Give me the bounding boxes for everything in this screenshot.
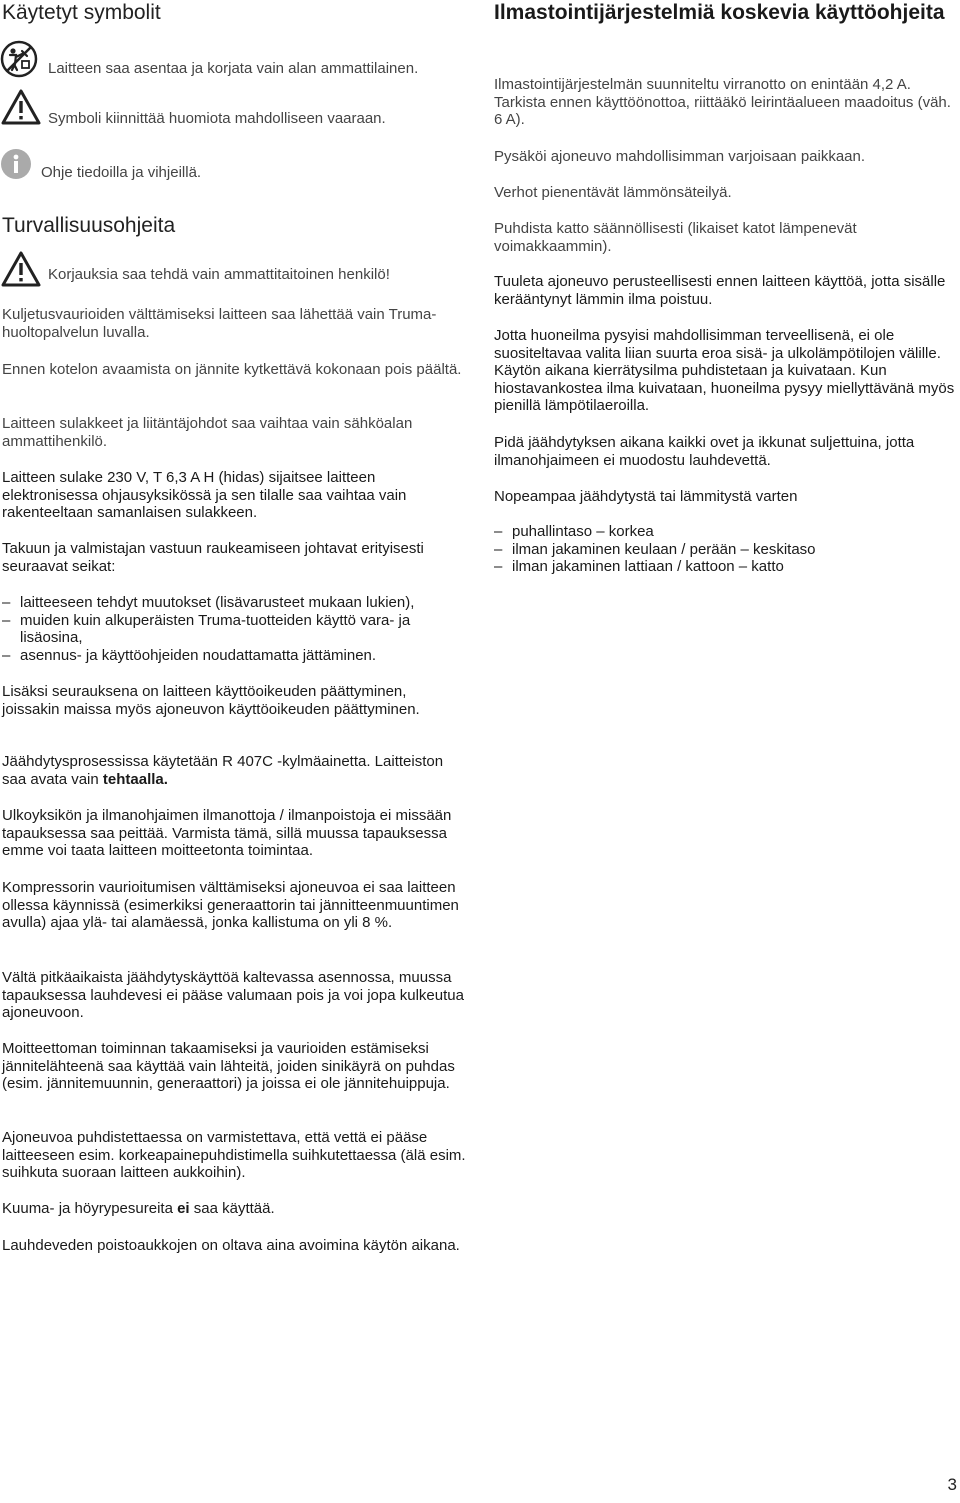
safety-warning-text: Korjauksia saa tehdä vain ammattitaitoinen henkilö! <box>48 266 390 283</box>
paragraph: Ajoneuvoa puhdistettaessa on varmistettava, että vettä ei pääse laitteeseen esim. korkeapainepuhdistimella suihkutettaessa (älä esim. suihkuta suoraan laitteen aukkoihin). <box>2 1129 466 1182</box>
paragraph: Ennen kotelon avaamista on jännite kytkettävä kokonaan pois päältä. <box>2 361 462 378</box>
paragraph: Kuljetusvaurioiden välttämiseksi laitteen saa lähettää vain Truma-huoltopalvelun luvalla. <box>2 306 437 341</box>
paragraph: Ilmastointijärjestelmän suunniteltu virranotto on enintään 4,2 A. Tarkista ennen käyttöönottoa, riittääkö leirintäalueen maadoitus (väh. 6 A). <box>494 76 951 129</box>
paragraph: Jotta huoneilma pysyisi mahdollisimman terveellisenä, ei ole suositeltavaa valita liian suurta eroa sisä- ja ulkolämpötilojen välille. Käytön aikana kierrätysilma puhdistetaan ja kuivataan. Kun hiostavankostea ilma kuivataan, huoneilma pysyy miellyttävänä myös pienillä lämpötilaeroilla. <box>494 327 955 415</box>
expert-only-icon <box>0 40 38 78</box>
warning-triangle-icon <box>0 88 42 126</box>
symbols-heading: Käytetyt symbolit <box>2 1 161 24</box>
list-item: – asennus- ja käyttöohjeiden noudattamatta jättäminen. <box>2 647 468 665</box>
paragraph: Pidä jäähdytyksen aikana kaikki ovet ja ikkunat suljettuina, jotta ilmanohjaimeen ei muodostu lauhdevettä. <box>494 434 915 469</box>
paragraph <box>2 753 468 788</box>
text-run: saa käyttää. <box>189 1200 275 1217</box>
safety-warning-row <box>0 250 470 290</box>
symbol-text: Laitteen saa asentaa ja korjata vain alan ammattilainen. <box>48 60 419 77</box>
paragraph: Lisäksi seurauksena on laitteen käyttöoikeuden päättyminen, joissakin maissa myös ajoneuvon käyttöoikeuden päättyminen. <box>2 683 420 718</box>
paragraph: Tuuleta ajoneuvo perusteellisesti ennen laitteen käyttöä, jotta sisälle kerääntynyt lämmin ilma poistuu. <box>494 273 946 308</box>
symbol-row-warning <box>0 88 470 128</box>
warning-triangle-icon <box>0 250 42 288</box>
text-run: Jäähdytysprosessissa käytetään R 407C -kylmäainetta. Laitteiston saa avata vain <box>2 753 444 788</box>
paragraph: Laitteen sulakkeet ja liitäntäjohdot saa vaihtaa vain sähköalan ammattihenkilö. <box>2 415 413 450</box>
list-item: – puhallintaso – korkea <box>494 523 960 541</box>
symbol-row-expert <box>0 40 470 80</box>
paragraph: Pysäköi ajoneuvo mahdollisimman varjoisaan paikkaan. <box>494 148 866 165</box>
paragraph: Nopeampaa jäähdytystä tai lämmitystä varten <box>494 488 798 505</box>
paragraph: Lauhdeveden poistoaukkojen on oltava aina avoimina käytön aikana. <box>2 1237 460 1254</box>
safety-heading: Turvallisuusohjeita <box>2 214 176 237</box>
list-item: – laitteeseen tehdyt muutokset (lisävarusteet mukaan lukien), <box>2 594 468 612</box>
aircon-heading: Ilmastointijärjestelmiä koskevia käyttöohjeita <box>494 1 945 24</box>
symbol-text: Symboli kiinnittää huomiota mahdolliseen vaaraan. <box>48 110 386 127</box>
symbol-text: Ohje tiedoilla ja vihjeillä. <box>41 164 202 181</box>
paragraph: Takuun ja valmistajan vastuun raukeamiseen johtavat erityisesti seuraavat seikat: <box>2 540 424 575</box>
text-run-bold: ei <box>177 1200 190 1217</box>
paragraph <box>2 1200 468 1218</box>
settings-list <box>494 523 960 576</box>
paragraph: Vältä pitkäaikaista jäähdytyskäyttöä kaltevassa asennossa, muussa tapauksessa lauhdevesi ei pääse valumaan pois ja voi jopa kulkeutua ajoneuvoon. <box>2 969 464 1022</box>
text-run-bold: tehtaalla. <box>102 770 168 788</box>
paragraph: Laitteen sulake 230 V, T 6,3 A H (hidas) sijaitsee laitteen elektronisessa ohjausyksikössä ja sen tilalle saa vaihtaa vain rakenteeltaan samanlaisen sulakkeen. <box>2 469 407 522</box>
warranty-list <box>2 594 468 664</box>
list-item: – ilman jakaminen lattiaan / kattoon – katto <box>494 558 960 576</box>
text-run: Kuuma- ja höyrypesureita <box>2 1200 178 1217</box>
list-item: – ilman jakaminen keulaan / perään – keskitaso <box>494 541 960 559</box>
info-icon <box>0 148 32 180</box>
list-item: – muiden kuin alkuperäisten Truma-tuotteiden käyttö vara- ja lisäosina, <box>2 612 468 647</box>
paragraph: Kompressorin vaurioitumisen välttämiseksi ajoneuvoa ei saa laitteen ollessa käynnissä (esimerkiksi generaattorin tai jännitteenmuuntimen avulla) ajaa ylä- tai alamäessä, jonka kallistuma on yli 8 %. <box>2 879 459 932</box>
page-number: 3 <box>947 1475 957 1494</box>
paragraph: Verhot pienentävät lämmönsäteilyä. <box>494 184 732 201</box>
paragraph: Puhdista katto säännöllisesti (likaiset katot lämpenevät voimakkaammin). <box>494 220 857 255</box>
paragraph: Ulkoyksikön ja ilmanohjaimen ilmanottoja / ilmanpoistoja ei missään tapauksessa saa peittää. Varmista tämä, sillä muussa tapauksessa emme voi taata laitteen moitteetonta toimintaa. <box>2 807 452 860</box>
paragraph: Moitteettoman toiminnan takaamiseksi ja vaurioiden estämiseksi jännitelähteenä saa käyttää vain lähteitä, joiden sinikäyrä on puhdas (esim. jännitemuunnin, generaattori) ja joissa ei ole jännitehuippuja. <box>2 1040 455 1093</box>
symbol-row-info <box>0 148 470 188</box>
